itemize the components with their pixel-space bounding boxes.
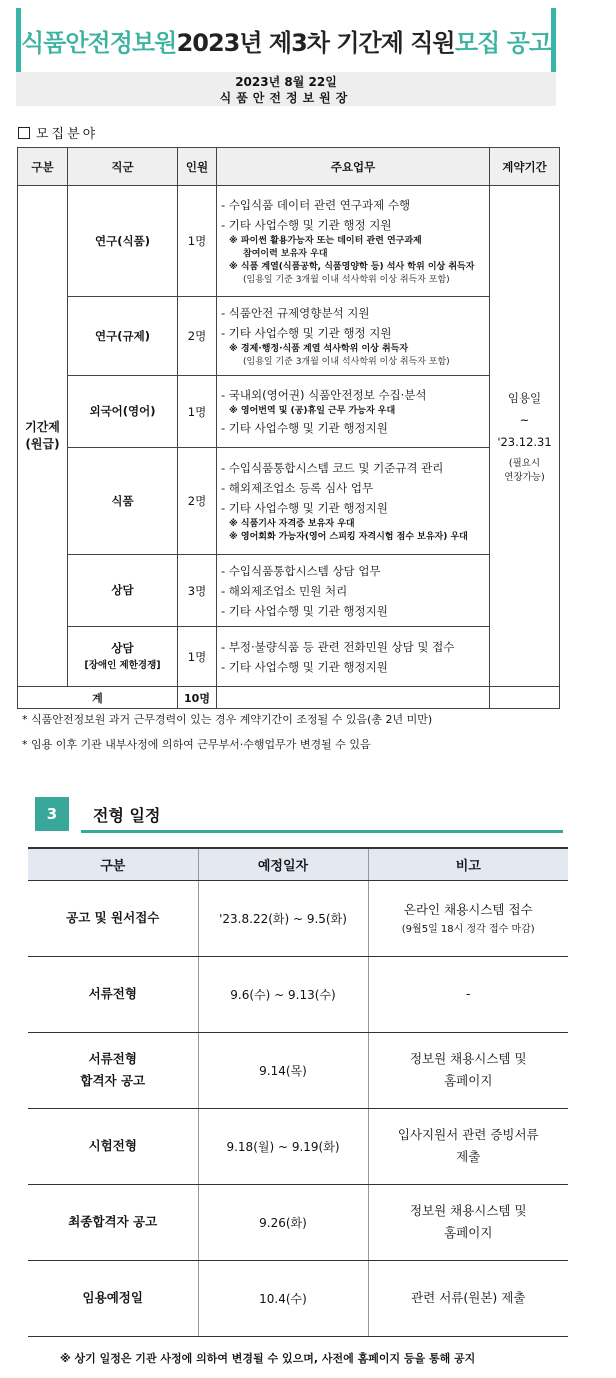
position-cell: 상담	[68, 555, 178, 627]
col-header: 인원	[178, 148, 217, 186]
title-main: 2023년 제3차 기간제 직원	[176, 28, 455, 57]
duties-cell	[217, 448, 490, 555]
duty-item: - 기타 사업수행 및 기관 행정지원	[221, 421, 388, 435]
col-header: 계약기간	[490, 148, 560, 186]
duties-cell	[217, 376, 490, 448]
col-header: 예정일자	[198, 848, 368, 880]
count-cell: 2명	[178, 297, 217, 376]
note-cell	[368, 1032, 568, 1108]
duty-note: ※ 영어번역 및 (공)휴일 근무 가능자 우대	[229, 406, 396, 416]
duty-note: 참여이력 보유자 우대	[243, 249, 328, 259]
title-end: 모집 공고	[454, 28, 551, 57]
footnote: * 임용 이후 기관 내부사정에 의하여 근무부서·수행업무가 변경될 수 있음	[22, 738, 371, 751]
duties-cell	[217, 627, 490, 687]
col-header: 직군	[68, 148, 178, 186]
contract-cell	[490, 186, 560, 687]
duty-note: ※ 식품 계열(식품공학, 식품영양학 등) 석사 학위 이상 취득자	[229, 262, 475, 272]
total-empty	[217, 687, 490, 709]
table-row	[28, 1260, 568, 1336]
position-cell: 연구(식품)	[68, 186, 178, 297]
note-cell: 관련 서류(원본) 제출	[368, 1260, 568, 1336]
section-underline	[81, 830, 563, 833]
duty-item: - 수입식품통합시스템 코드 및 기준규격 관리	[221, 461, 444, 475]
checkbox-icon	[18, 127, 30, 139]
duty-item: - 수입식품 데이터 관련 연구과제 수행	[221, 198, 411, 212]
recruit-label-text: 모집분야	[36, 127, 99, 142]
table-row	[28, 1108, 568, 1184]
schedule-section-header	[35, 797, 563, 833]
note-text: 입사지원서 관련 증빙서류	[397, 1127, 539, 1142]
contract-start: 임용일	[507, 391, 542, 405]
announcement-org: 식품안전정보원장	[219, 91, 353, 105]
count-cell: 1명	[178, 627, 217, 687]
date-cell: '23.8.22(화) ~ 9.5(화)	[198, 880, 368, 956]
contract-tilde: ~	[519, 413, 530, 427]
table-row	[28, 956, 568, 1032]
count-cell: 1명	[178, 376, 217, 448]
duty-note: ※ 경제·행정·식품 계열 석사학위 이상 취득자	[229, 344, 409, 354]
contract-note: 연장가능)	[504, 472, 545, 483]
note-text: 온라인 채용시스템 접수	[403, 902, 533, 917]
count-cell: 2명	[178, 448, 217, 555]
duty-note: ※ 식품기사 자격증 보유자 우대	[229, 519, 355, 529]
col-header: 주요업무	[217, 148, 490, 186]
col-header: 비고	[368, 848, 568, 880]
position-label: 상담	[111, 640, 134, 655]
recruit-table	[17, 147, 560, 709]
note-small: (9월5일 18시 정각 접수 마감)	[401, 924, 535, 935]
total-label: 계	[18, 687, 178, 709]
schedule-table	[28, 847, 568, 1337]
note-text: 정보원 채용시스템 및	[409, 1051, 527, 1066]
duty-note: ※ 영어회화 가능자(영어 스피킹 자격시험 점수 보유자) 우대	[229, 532, 468, 542]
duty-item: - 식품안전 규제영향분석 지원	[221, 306, 370, 320]
table-row	[28, 880, 568, 956]
note-text: 홈페이지	[444, 1225, 493, 1240]
stage-cell	[28, 1032, 198, 1108]
table-row	[28, 1032, 568, 1108]
footnote: * 식품안전정보원 과거 근무경력이 있는 경우 계약기간이 조정될 수 있음(총 2년 미만)	[22, 713, 433, 726]
duties-cell	[217, 186, 490, 297]
col-header: 구분	[28, 848, 198, 880]
position-cell	[68, 627, 178, 687]
count-cell: 3명	[178, 555, 217, 627]
note-cell: -	[368, 956, 568, 1032]
duty-note: ※ 파이썬 활용가능자 또는 데이터 관련 연구과제	[229, 236, 422, 246]
date-cell: 9.26(화)	[198, 1184, 368, 1260]
duty-item: - 부정·불량식품 등 관련 전화민원 상담 및 접수	[221, 639, 455, 654]
category-label: 기간제 (원급)	[25, 420, 60, 451]
duty-note: (임용일 기준 3개월 이내 석사학위 이상 취득자 포함)	[243, 357, 450, 367]
duty-item: - 기타 사업수행 및 기관 행정지원	[221, 659, 388, 674]
total-count: 10명	[178, 687, 217, 709]
announcement-date: 2023년 8월 22일	[235, 75, 337, 89]
contract-end: '23.12.31	[497, 435, 552, 449]
contract-note: (필요시	[508, 458, 541, 469]
duty-item: - 기타 사업수행 및 기관 행정 지원	[221, 326, 392, 340]
position-cell: 식품	[68, 448, 178, 555]
duty-item: - 국내외(영어권) 식품안전정보 수집·분석	[221, 388, 427, 402]
recruit-section-label	[18, 123, 98, 142]
duty-item: - 해외제조업소 등록 심사 업무	[221, 481, 374, 495]
count-cell: 1명	[178, 186, 217, 297]
duty-item: - 기타 사업수행 및 기관 행정지원	[221, 501, 388, 515]
date-cell: 9.14(목)	[198, 1032, 368, 1108]
section-title: 전형 일정	[93, 806, 161, 825]
note-cell	[368, 1184, 568, 1260]
note-text: 제출	[456, 1149, 481, 1164]
position-cell: 외국어(영어)	[68, 376, 178, 448]
position-cell: 연구(규제)	[68, 297, 178, 376]
table-row	[28, 1184, 568, 1260]
stage-cell: 시험전형	[28, 1108, 198, 1184]
stage-text: 합격자 공고	[80, 1073, 146, 1088]
stage-cell: 최종합격자 공고	[28, 1184, 198, 1260]
col-header: 구분	[18, 148, 68, 186]
stage-cell: 임용예정일	[28, 1260, 198, 1336]
date-cell: 9.18(월) ~ 9.19(화)	[198, 1108, 368, 1184]
note-text: 정보원 채용시스템 및	[409, 1203, 527, 1218]
duty-item: - 기타 사업수행 및 기관 행정지원	[221, 603, 388, 618]
stage-text: 서류전형	[88, 1051, 137, 1066]
date-box	[16, 72, 556, 106]
duty-item: - 기타 사업수행 및 기관 행정 지원	[221, 218, 392, 232]
position-sublabel: [장애인 제한경쟁]	[84, 659, 161, 671]
page-title	[16, 8, 556, 72]
duties-cell	[217, 297, 490, 376]
duty-item: - 해외제조업소 민원 처리	[221, 583, 348, 598]
schedule-bottom-note: ※ 상기 일정은 기관 사정에 의하여 변경될 수 있으며, 사전에 홈페이지 등을 통해 공지	[60, 1352, 476, 1365]
duty-item: - 수입식품통합시스템 상담 업무	[221, 563, 381, 578]
note-cell	[368, 880, 568, 956]
total-empty	[490, 687, 560, 709]
category-cell	[18, 186, 68, 687]
date-cell: 10.4(수)	[198, 1260, 368, 1336]
section-number: 3	[35, 797, 69, 831]
date-cell: 9.6(수) ~ 9.13(수)	[198, 956, 368, 1032]
title-org: 식품안전정보원	[21, 28, 177, 57]
duty-note: (임용일 기준 3개월 이내 석사학위 이상 취득자 포함)	[243, 275, 450, 285]
note-text: 홈페이지	[444, 1073, 493, 1088]
stage-cell: 서류전형	[28, 956, 198, 1032]
duties-cell	[217, 555, 490, 627]
stage-cell: 공고 및 원서접수	[28, 880, 198, 956]
note-cell	[368, 1108, 568, 1184]
